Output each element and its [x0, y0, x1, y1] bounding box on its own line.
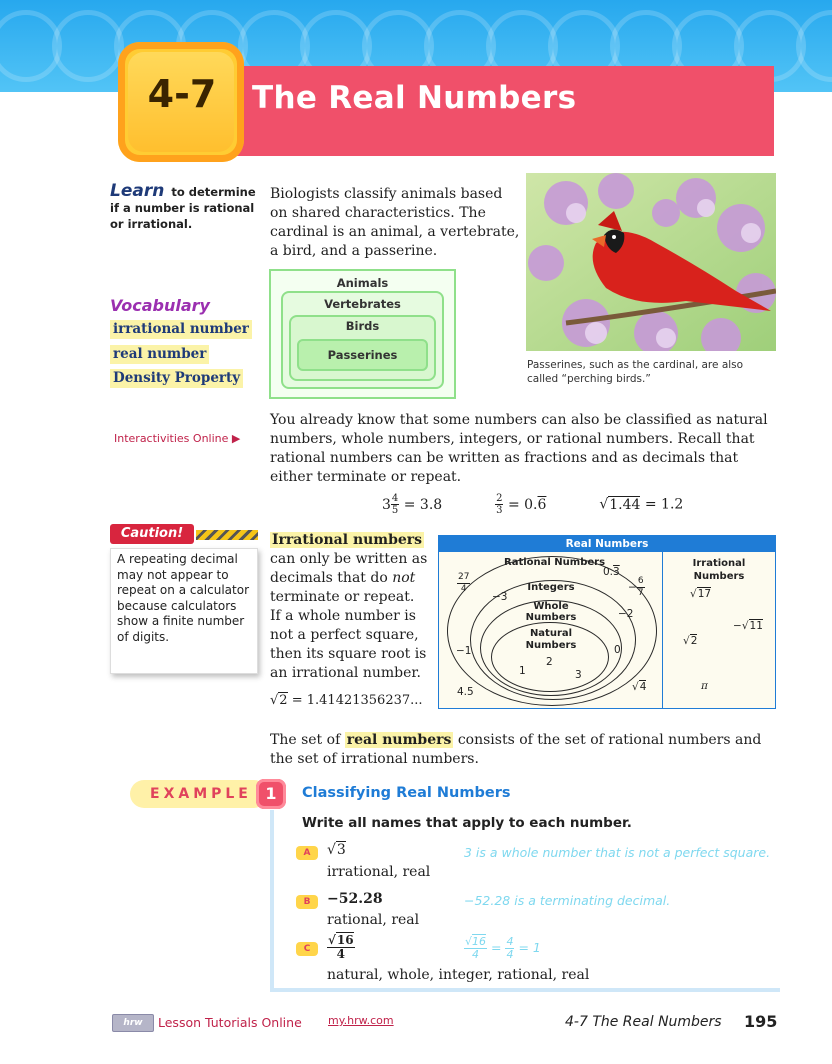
member-sqrt2: √2 [683, 635, 698, 647]
decor-ring [796, 10, 832, 82]
part-b-expression: −52.28 [327, 891, 383, 907]
radical-icon: √ [328, 933, 336, 947]
part-b-note: −52.28 is a terminating decimal. [464, 893, 671, 908]
diagram-divider [662, 552, 663, 709]
radical-icon: √ [741, 620, 749, 632]
part-a-badge: A [296, 846, 318, 860]
lesson-number: 4-7 [147, 72, 217, 116]
equation-square-root: √1.44 = 1.2 [599, 496, 684, 513]
set-animals-label: Animals [336, 276, 389, 290]
example-bracket [270, 810, 274, 990]
irrational-paragraph: Irrational numbers can only be written as decimals that do not terminate or repeat. If a whole number is not a perfect square, then its square root is an irrational number. [270, 532, 428, 681]
part-b-badge: B [296, 895, 318, 909]
radical-icon: √ [632, 681, 639, 693]
part-c-expression: $\frac{√16}{4}$ [328, 933, 354, 961]
play-arrow-icon: ▶ [231, 432, 241, 445]
part-c-badge: C [296, 942, 318, 956]
interactivities-label: Interactivities Online [114, 432, 229, 445]
equations-row [382, 493, 782, 516]
member-sqrt4: √4 [632, 681, 647, 693]
set-passerines [297, 339, 428, 371]
caution-text: A repeating decimal may not appear to repeat on a calculator because calculators show a finite number of digits. [117, 552, 250, 644]
member-neg-6-over-7: − $\frac{6}{7}$ [628, 576, 644, 598]
member-one: 1 [519, 665, 526, 677]
footer-url-link[interactable]: my.hrw.com [328, 1014, 394, 1027]
part-c-answer: natural, whole, integer, rational, real [327, 967, 590, 983]
set-passerines-label: Passerines [327, 348, 398, 362]
animals-diagram [269, 269, 456, 399]
intro-paragraph: Biologists classify animals based on shared characteristics. The cardinal is an animal, a vertebrate, a bird, and a passerine. [270, 186, 520, 259]
member-neg2: −2 [618, 608, 634, 620]
hrw-logo: hrw [112, 1014, 154, 1032]
member-zero: 0 [614, 644, 621, 656]
radical-icon: √ [270, 693, 279, 708]
learn-text: to determine if a number is rational or irrational. [110, 185, 256, 231]
footer-lesson-ref: 4-7 The Real Numbers [565, 1014, 722, 1030]
part-a-expression: √3 [327, 842, 346, 858]
learn-objective [110, 183, 260, 232]
irrational-term[interactable]: Irrational numbers [272, 532, 423, 548]
sqrt2-equation: √2 = 1.41421356237... [270, 693, 423, 708]
part-a-note: 3 is a whole number that is not a perfect square. [464, 845, 771, 860]
member-neg-sqrt11: −√11 [733, 620, 763, 632]
member-0-3-repeating: 0.3 [603, 566, 620, 578]
example-bracket-bottom [270, 988, 780, 992]
caution-stripes [196, 530, 258, 540]
set-vertebrates-label: Vertebrates [324, 297, 401, 311]
part-a-answer: irrational, real [327, 864, 431, 880]
real-numbers-header: Real Numbers [439, 536, 775, 552]
vocabulary-title: Vocabulary [110, 296, 210, 315]
example-title: Classifying Real Numbers [302, 785, 511, 801]
cardinal-photo [526, 173, 776, 351]
learn-label: Learn [110, 181, 165, 201]
lesson-tutorials-link[interactable]: Lesson Tutorials Online [158, 1015, 302, 1030]
example-label: EXAMPLE [130, 780, 268, 808]
real-numbers-term[interactable]: real numbers [346, 732, 452, 748]
set-birds-label: Birds [345, 319, 380, 333]
member-sqrt17: √17 [690, 588, 712, 600]
member-4-5: 4.5 [457, 686, 474, 698]
vocab-irrational-number[interactable]: irrational number [110, 320, 252, 339]
recall-paragraph: You already know that some numbers can also be classified as natural numbers, whole numbers, integers, or rational numbers. Recall that rational numbers can be written as fractions and as decimals that either terminate or repeat. [270, 412, 768, 485]
equation-mixed-number: 3 $\frac{4}{5}$ = 3.8 [382, 493, 443, 516]
page-number: 195 [744, 1012, 778, 1031]
vocab-real-number[interactable]: real number [110, 345, 209, 364]
page-title: The Real Numbers [252, 80, 577, 116]
equation-repeating-decimal: $\frac{2}{3}$ = 0.6 [496, 493, 547, 516]
example-number: 1 [256, 779, 286, 809]
label-whole: Whole Numbers [525, 601, 577, 623]
label-integers: Integers [527, 582, 575, 593]
photo-caption: Passerines, such as the cardinal, are also called “perching birds.” [527, 359, 744, 385]
member-two: 2 [546, 656, 553, 668]
label-rational: Rational Numbers [504, 557, 606, 568]
member-neg3: −3 [492, 591, 508, 603]
radical-icon: √ [599, 496, 609, 513]
real-set-paragraph: The set of real numbers consists of the set of rational numbers and the set of irrational numbers. [270, 732, 762, 767]
label-natural: Natural Numbers [525, 628, 577, 651]
radical-icon: √ [683, 635, 690, 647]
part-c-note: $\frac{√16}{4}$ = $\frac{4}{4}$ = 1 [465, 935, 541, 961]
member-three: 3 [575, 669, 582, 681]
vocab-density-property[interactable]: Density Property [110, 369, 243, 388]
radical-icon: √ [327, 842, 336, 858]
member-neg1: −1 [456, 645, 472, 657]
cardinal-image [526, 173, 776, 351]
part-b-answer: rational, real [327, 912, 420, 928]
label-irrational: Irrational Numbers [692, 558, 746, 582]
member-pi: π [701, 680, 708, 692]
example-instruction: Write all names that apply to each number. [302, 815, 632, 831]
member-27-over-4: $\frac{27}{4}$ [458, 572, 470, 594]
caution-tag: Caution! [110, 524, 194, 544]
interactivities-link[interactable] [114, 432, 240, 445]
radical-icon: √ [690, 588, 697, 600]
